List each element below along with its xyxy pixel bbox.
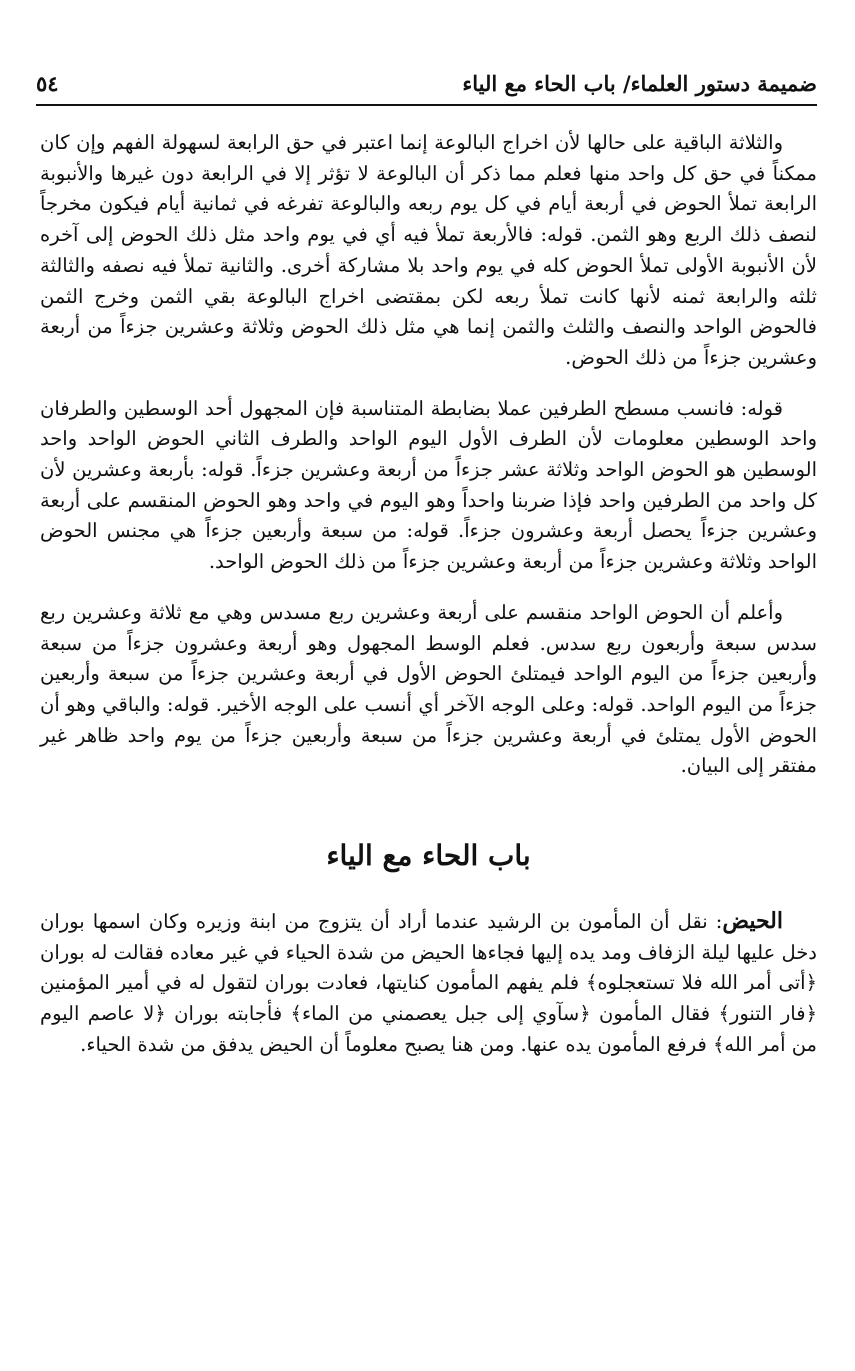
term-heading: الحيض: [722, 908, 783, 935]
section-paragraph: [40, 906, 817, 1061]
page-body: [40, 128, 817, 1061]
header-rule: [36, 104, 817, 106]
section-body: : نقل أن المأمون بن الرشيد عندما أراد أن يتزوج من ابنة وزيره وكان اسمها بوران دخل عليها ليلة الزفاف ومد يده إليها فجاءها الحيض من شدة الحياء في غير معاده فقالت له بوران ﴿أتى أمر الله فلا تستعجلوه﴾ فلم يفهم المأمون كنايتها، فعادت بوران لتقول له في أمير المؤمنين ﴿فار التنور﴾ فقال المأمون ﴿سآوي إلى جبل يعصمني من الماء﴾ فأجابته بوران ﴿لا عاصم اليوم من أمر الله﴾ فرفع المأمون يده عنها. ومن هنا يصبح معلوماً أن الحيض يدفق من شدة الحياء.: [40, 910, 817, 1056]
paragraph-3: وأعلم أن الحوض الواحد منقسم على أربعة وعشرين ربع مسدس وهي مع ثلاثة وعشرين ربع سدس سبعة وأربعون ربع سدس. فعلم الوسط المجهول وهو أربعة وعشرون جزءاً من سبعة وأربعين جزءاً من اليوم الواحد فيمتلئ الحوض الأول في أربعة وعشرين جزءاً من سبعة وأربعين جزءاً من اليوم الواحد. قوله: وعلى الوجه الآخر أي أنسب على الوجه الأخير. قوله: والباقي وهو أن الحوض الأول يمتلئ في أربعة وعشرين جزءاً من سبعة وأربعين جزءاً من يوم واحد ظاهر غير مفتقر إلى البيان.: [40, 600, 817, 778]
running-title: ضميمة دستور العلماء/ باب الحاء مع الياء: [462, 70, 817, 96]
running-header: [36, 66, 817, 100]
page-number: ٥٤: [36, 70, 59, 96]
paragraph-2: قوله: فانسب مسطح الطرفين عملا بضابطة المتناسبة فإن المجهول أحد الوسطين والطرفان واحد الوسطين معلومات لأن الطرف الأول اليوم الواحد والطرف الثاني الحوض الواحد واحد الوسطين هو الحوض الواحد وثلاثة عشر جزءاً من أربعة وعشرين جزءاً. قوله: بأربعة وعشرين لأن كل واحد من الطرفين واحد فإذا ضربنا واحداً وهو اليوم في واحد وهو الحوض المنقسم على أربعة وعشرين جزءاً يحصل أربعة وعشرون جزءاً. قوله: من سبعة وأربعين جزءاً هي مجنس الحوض الواحد وثلاثة وعشرين جزءاً من أربعة وعشرين جزءاً من ذلك الحوض الواحد.: [40, 396, 817, 574]
section-title: باب الحاء مع الياء: [326, 839, 531, 873]
paragraph-1: والثلاثة الباقية على حالها لأن اخراج البالوعة إنما اعتبر في حق الرابعة لسهولة الفهم وإن كان ممكناً في حق كل واحد منها فعلم مما ذكر أن البالوعة لا تؤثر إلا في الرابعة دون غيرها والأنبوبة الرابعة تملأ الحوض في أربعة أيام في كل يوم ربعه والبالوعة تفرغه في ثمانية أيام فيكون مخرجاً لنصف ذلك الربع وهو الثمن. قوله: فالأربعة تملأ فيه أي في يوم واحد مثل ذلك الحوض إلى آخره لأن الأنبوبة الأولى تملأ الحوض كله في يوم واحد بلا مشاركة أخرى. والثانية تملأ فيه نصفه والثالثة ثلثه والرابعة ثمنه لأنها كانت تملأ ربعه لكن بمقتضى اخراج البالوعة بقي الثمن وخرج الثمن فالحوض الواحد والنصف والثلث والثمن إنما هي مثل ذلك الحوض وثلاثة وعشرين جزءاً من أربعة وعشرين جزءاً من ذلك الحوض.: [40, 131, 817, 369]
